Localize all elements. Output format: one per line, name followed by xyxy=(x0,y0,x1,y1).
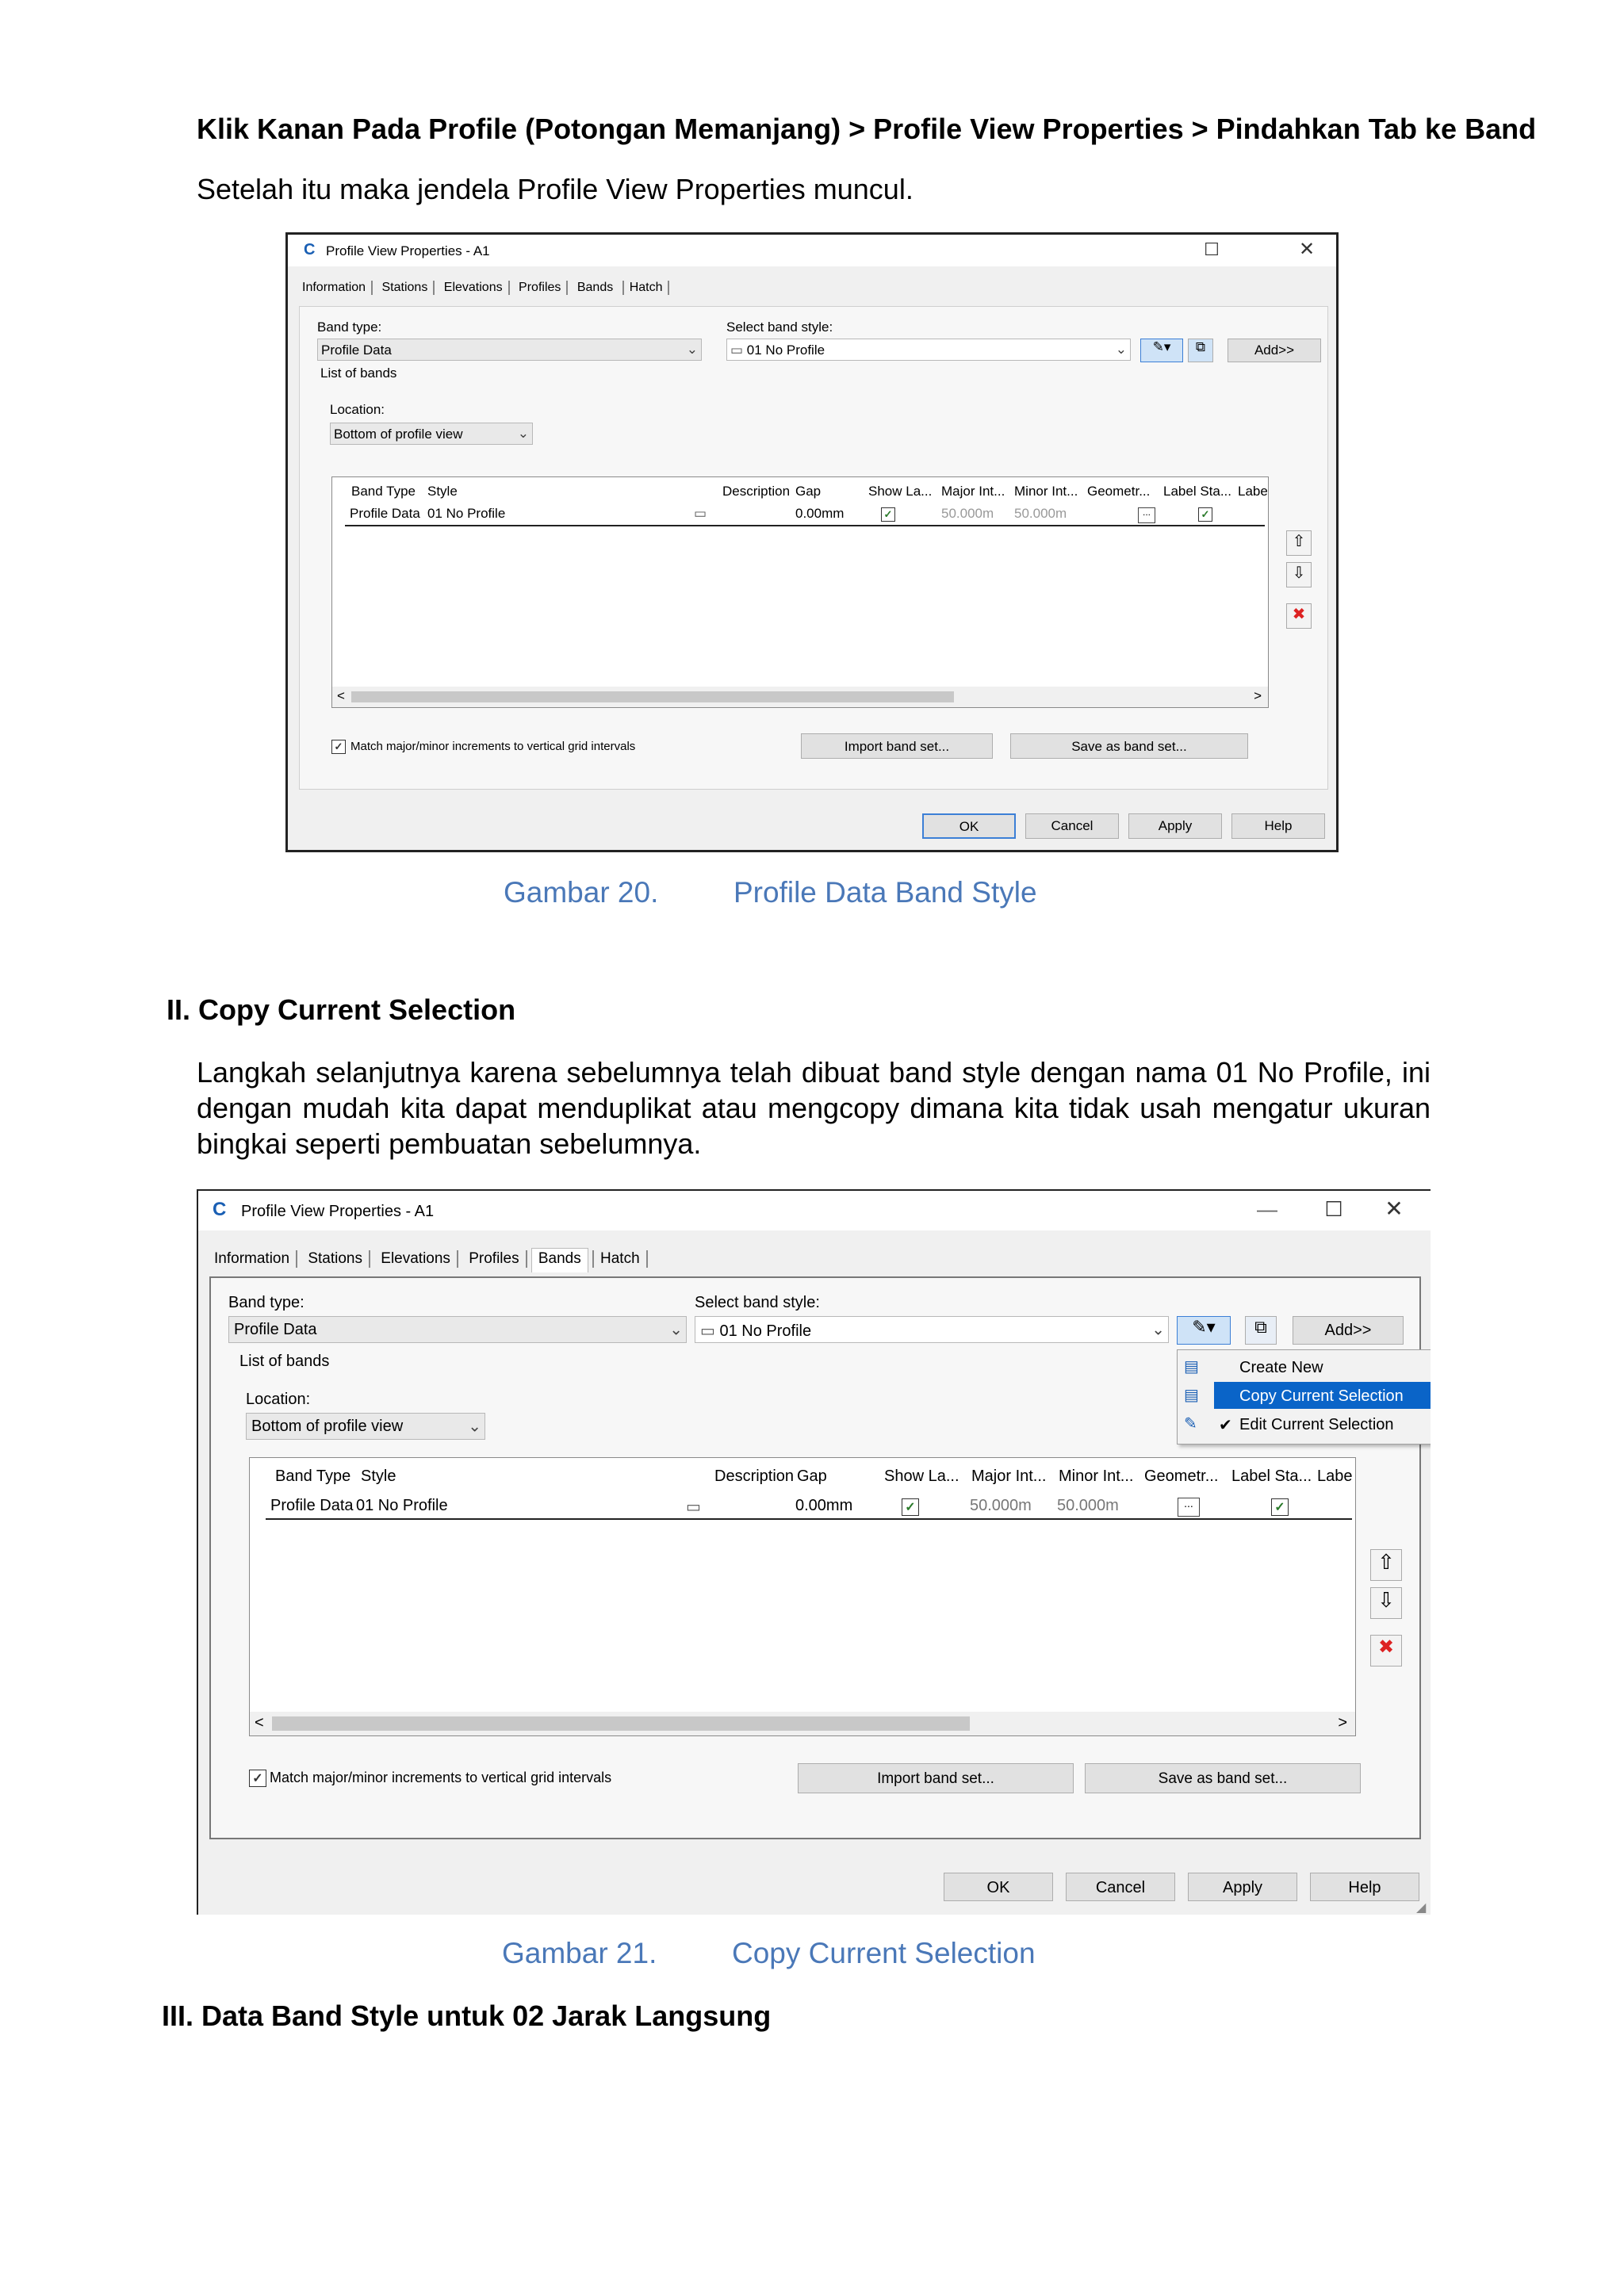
chevron-down-icon: ⌄ xyxy=(686,342,698,357)
cancel-button[interactable]: Cancel xyxy=(1025,813,1119,839)
add-button[interactable]: Add>> xyxy=(1293,1316,1404,1345)
band-style-icon: ▭ xyxy=(700,1322,715,1340)
location-label: Location: xyxy=(246,1391,311,1408)
ok-button[interactable]: OK xyxy=(944,1873,1053,1901)
tab-bands[interactable]: Bands xyxy=(576,281,614,294)
band-type-label: Band type: xyxy=(317,320,382,335)
list-of-bands-label: List of bands xyxy=(239,1353,330,1370)
title-bar xyxy=(198,1191,1431,1230)
tab-profiles[interactable]: Profiles xyxy=(462,1250,527,1268)
bands-grid xyxy=(331,476,1269,708)
app-logo-icon: C xyxy=(304,241,316,258)
table-row[interactable] xyxy=(345,503,1265,526)
screenshot-profile-view-properties-2 xyxy=(197,1189,1431,1915)
col-show-labels: Show La... xyxy=(868,484,933,499)
resize-grip-icon[interactable]: ◢ xyxy=(1416,1901,1427,1915)
cell-gap: 0.00mm xyxy=(795,506,845,521)
close-icon[interactable]: ✕ xyxy=(1298,239,1316,260)
col-show-labels: Show La... xyxy=(884,1468,959,1485)
band-style-combo[interactable] xyxy=(726,339,1131,361)
band-type-label: Band type: xyxy=(228,1294,304,1311)
scroll-thumb[interactable] xyxy=(351,691,954,702)
close-icon[interactable]: ✕ xyxy=(1385,1196,1404,1221)
section-2-heading: II. Copy Current Selection xyxy=(167,993,516,1026)
horizontal-scrollbar[interactable] xyxy=(250,1712,1355,1735)
col-minor-int: Minor Int... xyxy=(1014,484,1078,499)
edit-current-icon: ✎ xyxy=(1184,1415,1197,1433)
cell-major-int: 50.000m xyxy=(970,1497,1032,1514)
app-logo-icon: C xyxy=(213,1199,227,1220)
match-increments-label: Match major/minor increments to vertical grid intervals xyxy=(350,740,636,753)
edit-pencil-icon: ✎▾ xyxy=(1192,1317,1216,1337)
col-description: Description xyxy=(722,484,791,499)
show-labels-checkbox[interactable]: ✓ xyxy=(881,507,895,522)
create-new-label: Create New xyxy=(1239,1359,1323,1376)
style-edit-menu xyxy=(1177,1349,1431,1445)
window-title: Profile View Properties - A1 xyxy=(241,1203,435,1220)
maximize-icon[interactable]: ☐ xyxy=(1324,1197,1343,1221)
col-band-type: Band Type xyxy=(275,1468,351,1485)
band-style-value: 01 No Profile xyxy=(719,1322,812,1340)
figure-20-caption: Profile Data Band Style xyxy=(733,876,1037,909)
geometry-ellipsis-button[interactable]: ... xyxy=(1178,1498,1200,1517)
save-band-set-button[interactable]: Save as band set... xyxy=(1085,1763,1361,1793)
heading-instruction: Klik Kanan Pada Profile (Potongan Memanjang) > Profile View Properties > Pindahkan Tab ke Band xyxy=(197,113,1537,145)
geometry-ellipsis-button[interactable]: ... xyxy=(1138,507,1155,523)
section-3-heading: III. Data Band Style untuk 02 Jarak Langsung xyxy=(162,1999,772,2032)
tab-bands[interactable]: Bands xyxy=(531,1248,588,1272)
tab-hatch[interactable]: Hatch xyxy=(622,281,670,295)
scroll-left-arrow[interactable]: < xyxy=(337,688,345,703)
title-bar xyxy=(288,235,1336,266)
chevron-down-icon: ⌄ xyxy=(517,426,529,441)
col-description: Description xyxy=(714,1468,795,1485)
scroll-left-arrow[interactable]: < xyxy=(255,1714,264,1732)
delete-button[interactable] xyxy=(1370,1635,1402,1667)
apply-button[interactable]: Apply xyxy=(1188,1873,1297,1901)
copy-current-icon: ▤ xyxy=(1184,1387,1199,1404)
detail-icon: ⧉ xyxy=(1195,339,1206,354)
band-style-combo[interactable] xyxy=(695,1316,1169,1343)
col-geometry: Geometr... xyxy=(1144,1468,1219,1485)
help-button[interactable]: Help xyxy=(1310,1873,1419,1901)
col-style: Style xyxy=(361,1468,396,1485)
delete-button[interactable] xyxy=(1286,603,1312,629)
cell-style: 01 No Profile xyxy=(356,1497,448,1514)
band-type-value: Profile Data xyxy=(321,342,392,358)
chevron-down-icon: ⌄ xyxy=(1115,342,1127,357)
arrow-up-icon: ⇧ xyxy=(1377,1550,1395,1574)
menu-item-edit-current-selection[interactable] xyxy=(1178,1410,1431,1437)
band-style-icon: ▭ xyxy=(730,342,744,358)
cell-major-int: 50.000m xyxy=(941,506,994,521)
screenshot-profile-view-properties-1 xyxy=(285,232,1339,852)
tab-elevations[interactable]: Elevations xyxy=(439,281,510,295)
edit-pencil-icon: ✎▾ xyxy=(1152,339,1171,354)
scroll-right-arrow[interactable]: > xyxy=(1338,1714,1347,1732)
cell-minor-int: 50.000m xyxy=(1057,1497,1119,1514)
detail-icon: ⧉ xyxy=(1254,1317,1267,1337)
move-down-button[interactable] xyxy=(1370,1587,1402,1619)
label-start-checkbox[interactable]: ✓ xyxy=(1271,1498,1289,1516)
location-combo[interactable] xyxy=(246,1413,485,1440)
move-up-button[interactable] xyxy=(1286,530,1312,556)
menu-item-copy-current-selection[interactable] xyxy=(1214,1382,1431,1409)
list-of-bands-label: List of bands xyxy=(320,365,397,381)
paragraph-intro: Setelah itu maka jendela Profile View Properties muncul. xyxy=(197,173,914,205)
figure-20-number: Gambar 20. xyxy=(504,876,659,909)
col-band-type: Band Type xyxy=(351,484,416,499)
bands-grid xyxy=(249,1457,1356,1736)
delete-x-icon: ✖ xyxy=(1377,1636,1395,1658)
col-geometry: Geometr... xyxy=(1087,484,1151,499)
col-style: Style xyxy=(427,484,458,499)
location-value: Bottom of profile view xyxy=(334,427,463,442)
chevron-down-icon: ⌄ xyxy=(468,1418,481,1436)
style-icon: ▭ xyxy=(686,1498,701,1516)
tab-hatch[interactable]: Hatch xyxy=(592,1250,648,1268)
tab-strip xyxy=(302,281,669,295)
select-style-label: Select band style: xyxy=(726,320,833,335)
delete-x-icon: ✖ xyxy=(1292,606,1306,623)
select-style-label: Select band style: xyxy=(695,1294,820,1311)
scroll-right-arrow[interactable]: > xyxy=(1254,688,1262,703)
copy-current-label: Copy Current Selection xyxy=(1239,1387,1404,1405)
arrow-down-icon: ⇩ xyxy=(1377,1588,1395,1612)
chevron-down-icon: ⌄ xyxy=(1151,1321,1165,1339)
tab-information[interactable]: Information xyxy=(214,1250,297,1268)
match-increments-checkbox[interactable]: ✓ xyxy=(331,740,346,754)
edit-style-button[interactable] xyxy=(1140,339,1183,362)
match-increments-checkbox[interactable]: ✓ xyxy=(249,1770,266,1787)
cancel-button[interactable]: Cancel xyxy=(1066,1873,1175,1901)
import-band-set-button[interactable]: Import band set... xyxy=(801,733,993,759)
location-value: Bottom of profile view xyxy=(251,1418,404,1435)
tab-information[interactable]: Information xyxy=(302,281,373,295)
horizontal-scrollbar[interactable] xyxy=(332,687,1268,707)
style-icon: ▭ xyxy=(694,506,707,521)
label-start-checkbox[interactable]: ✓ xyxy=(1198,507,1212,522)
cell-style: 01 No Profile xyxy=(427,506,506,521)
create-new-icon: ▤ xyxy=(1184,1358,1199,1376)
save-band-set-button[interactable]: Save as band set... xyxy=(1010,733,1248,759)
figure-21-caption: Copy Current Selection xyxy=(732,1937,1036,1969)
check-mark-icon: ✔ xyxy=(1219,1417,1232,1434)
ok-button[interactable]: OK xyxy=(922,813,1016,839)
cell-band-type: Profile Data xyxy=(270,1497,354,1514)
match-increments-label: Match major/minor increments to vertical grid intervals xyxy=(270,1770,612,1785)
edit-style-dropdown-button[interactable] xyxy=(1177,1316,1231,1345)
band-type-combo[interactable] xyxy=(317,339,702,361)
figure-21-number: Gambar 21. xyxy=(502,1937,657,1969)
paragraph-copy-selection: Langkah selanjutnya karena sebelumnya telah dibuat band style dengan nama 01 No Profile, ini dengan mudah kita dapat menduplikat atau mengcopy dimana kita tidak usah mengatur ukuran bingkai seperti pembuatan sebelumnya. xyxy=(197,1056,1431,1160)
window-title: Profile View Properties - A1 xyxy=(326,243,490,258)
edit-current-label: Edit Current Selection xyxy=(1239,1416,1394,1433)
table-row[interactable] xyxy=(266,1493,1352,1520)
maximize-icon[interactable]: ☐ xyxy=(1204,239,1220,259)
location-combo[interactable] xyxy=(330,423,533,445)
col-label: Labe xyxy=(1238,484,1268,499)
arrow-up-icon: ⇧ xyxy=(1292,533,1306,550)
minimize-icon[interactable]: — xyxy=(1257,1197,1277,1221)
col-gap: Gap xyxy=(795,484,822,499)
band-style-value: 01 No Profile xyxy=(746,342,825,358)
tab-profiles[interactable]: Profiles xyxy=(513,281,568,295)
col-minor-int: Minor Int... xyxy=(1059,1468,1134,1485)
detail-button[interactable] xyxy=(1245,1316,1277,1345)
col-gap: Gap xyxy=(797,1468,827,1485)
apply-button[interactable]: Apply xyxy=(1128,813,1222,839)
arrow-down-icon: ⇩ xyxy=(1292,564,1306,582)
menu-item-create-new[interactable] xyxy=(1178,1353,1431,1380)
cell-minor-int: 50.000m xyxy=(1014,506,1067,521)
col-label-start: Label Sta... xyxy=(1163,484,1232,499)
tab-stations[interactable]: Stations xyxy=(301,1250,370,1268)
show-labels-checkbox[interactable]: ✓ xyxy=(902,1498,919,1516)
cell-gap: 0.00mm xyxy=(795,1497,853,1514)
col-label-start: Label Sta... xyxy=(1231,1468,1312,1485)
tab-stations[interactable]: Stations xyxy=(377,281,435,295)
tab-strip xyxy=(214,1248,648,1272)
tab-elevations[interactable]: Elevations xyxy=(374,1250,458,1268)
move-up-button[interactable] xyxy=(1370,1549,1402,1581)
move-down-button[interactable] xyxy=(1286,562,1312,587)
col-major-int: Major Int... xyxy=(971,1468,1047,1485)
cell-band-type: Profile Data xyxy=(350,506,420,521)
band-type-combo[interactable] xyxy=(228,1316,687,1343)
bands-panel xyxy=(299,306,1328,790)
col-label: Labe xyxy=(1317,1468,1353,1485)
scroll-thumb[interactable] xyxy=(272,1716,970,1731)
import-band-set-button[interactable]: Import band set... xyxy=(798,1763,1074,1793)
band-type-value: Profile Data xyxy=(234,1321,317,1338)
col-major-int: Major Int... xyxy=(941,484,1005,499)
detail-button[interactable] xyxy=(1188,339,1213,362)
add-button[interactable]: Add>> xyxy=(1228,339,1321,362)
help-button[interactable]: Help xyxy=(1231,813,1325,839)
chevron-down-icon: ⌄ xyxy=(669,1321,683,1339)
location-label: Location: xyxy=(330,402,385,417)
